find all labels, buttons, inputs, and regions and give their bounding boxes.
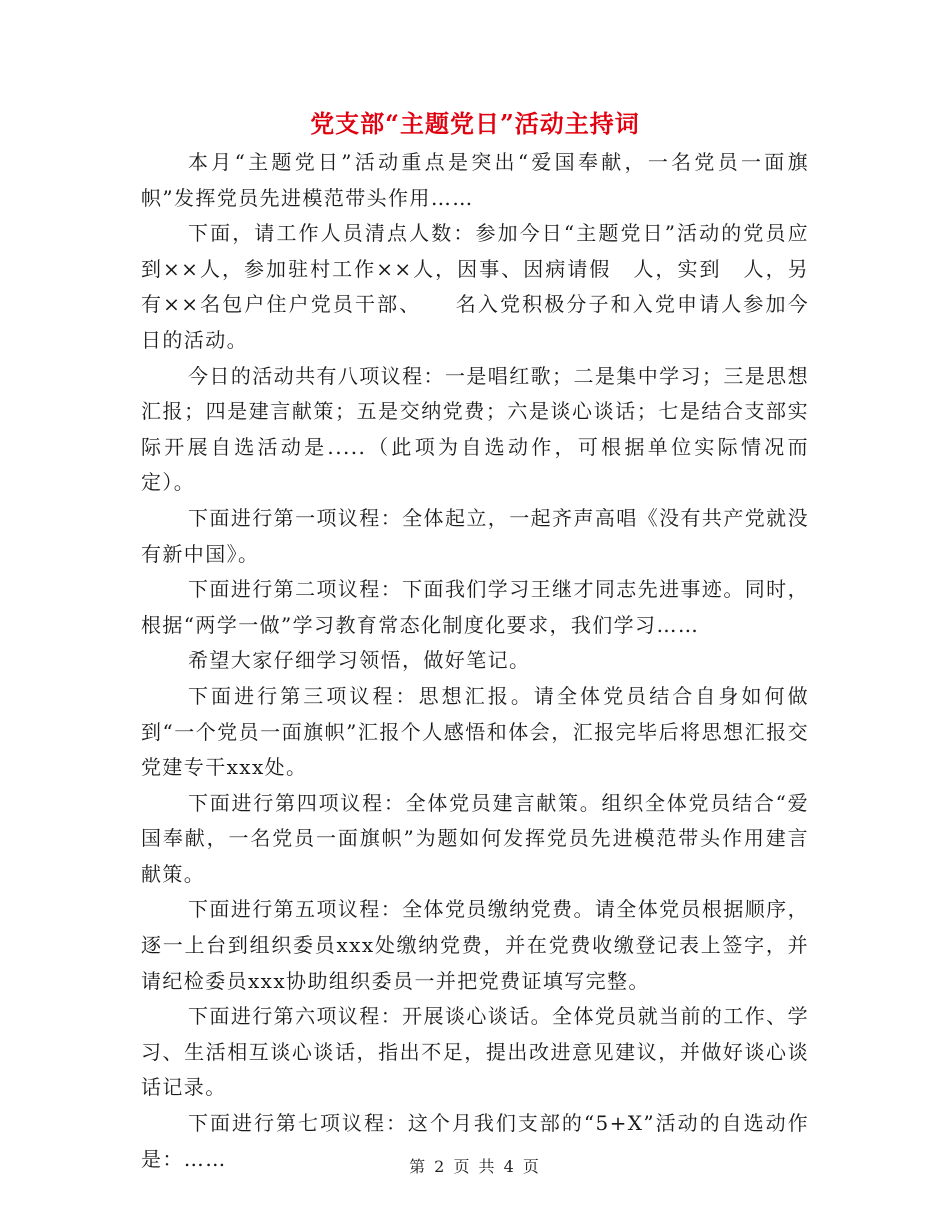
paragraph-study-note: 希望大家仔细学习领悟，做好笔记。 [188, 648, 531, 673]
paragraph-item-3: 下面进行第三项议程：思想汇报。请全体党员结合自身如何做到“一个党员一面旗帜”汇报个人感悟和体会，汇报完毕后将思想汇报交党建专干xxx处。 [141, 683, 809, 780]
paragraph-item-6: 下面进行第六项议程：开展谈心谈话。全体党员就当前的工作、学习、生活相互谈心谈话，指出不足，提出改进意见建议，并做好谈心谈话记录。 [141, 1004, 809, 1100]
paragraph-item-5: 下面进行第五项议程：全体党员缴纳党费。请全体党员根据顺序，逐一上台到组织委员xxx处缴纳党费，并在党费收缴登记表上签字，并请纪检委员xxx协助组织委员一并把党费证填写完整。 [141, 897, 809, 993]
document-title: 党支部“主题党日”活动主持词 [310, 109, 640, 138]
paragraph-item-1: 下面进行第一项议程：全体起立，一起齐声高唱《没有共产党就没有新中国》。 [141, 505, 809, 566]
paragraph-item-7: 下面进行第七项议程：这个月我们支部的“5+X”活动的自选动作是：…… [141, 1111, 809, 1171]
document-body [141, 145, 809, 1177]
page-number-footer: 第 2 页 共 4 页 [409, 1157, 541, 1176]
paragraph-attendance: 下面，请工作人员清点人数：参加今日“主题党日”活动的党员应到××人，参加驻村工作××人，因事、因病请假 人，实到 人，另有××名包户住户党员干部、 名入党积极分子和入党申请人参加今日的活动。 [141, 221, 809, 352]
paragraph-intro: 本月“主题党日”活动重点是突出“爱国奉献，一名党员一面旗帜”发挥党员先进模范带头作用…… [141, 150, 809, 210]
paragraph-agenda: 今日的活动共有八项议程：一是唱红歌；二是集中学习；三是思想汇报；四是建言献策；五是交纳党费；六是谈心谈话；七是结合支部实际开展自选活动是.....（此项为自选动作，可根据单位实际情况而定）。 [141, 363, 809, 495]
paragraph-item-4: 下面进行第四项议程：全体党员建言献策。组织全体党员结合“爱国奉献，一名党员一面旗帜”为题如何发挥党员先进模范带头作用建言献策。 [141, 790, 809, 886]
paragraph-item-2: 下面进行第二项议程：下面我们学习王继才同志先进事迹。同时，根据“两学一做”学习教育常态化制度化要求，我们学习…… [141, 577, 809, 637]
